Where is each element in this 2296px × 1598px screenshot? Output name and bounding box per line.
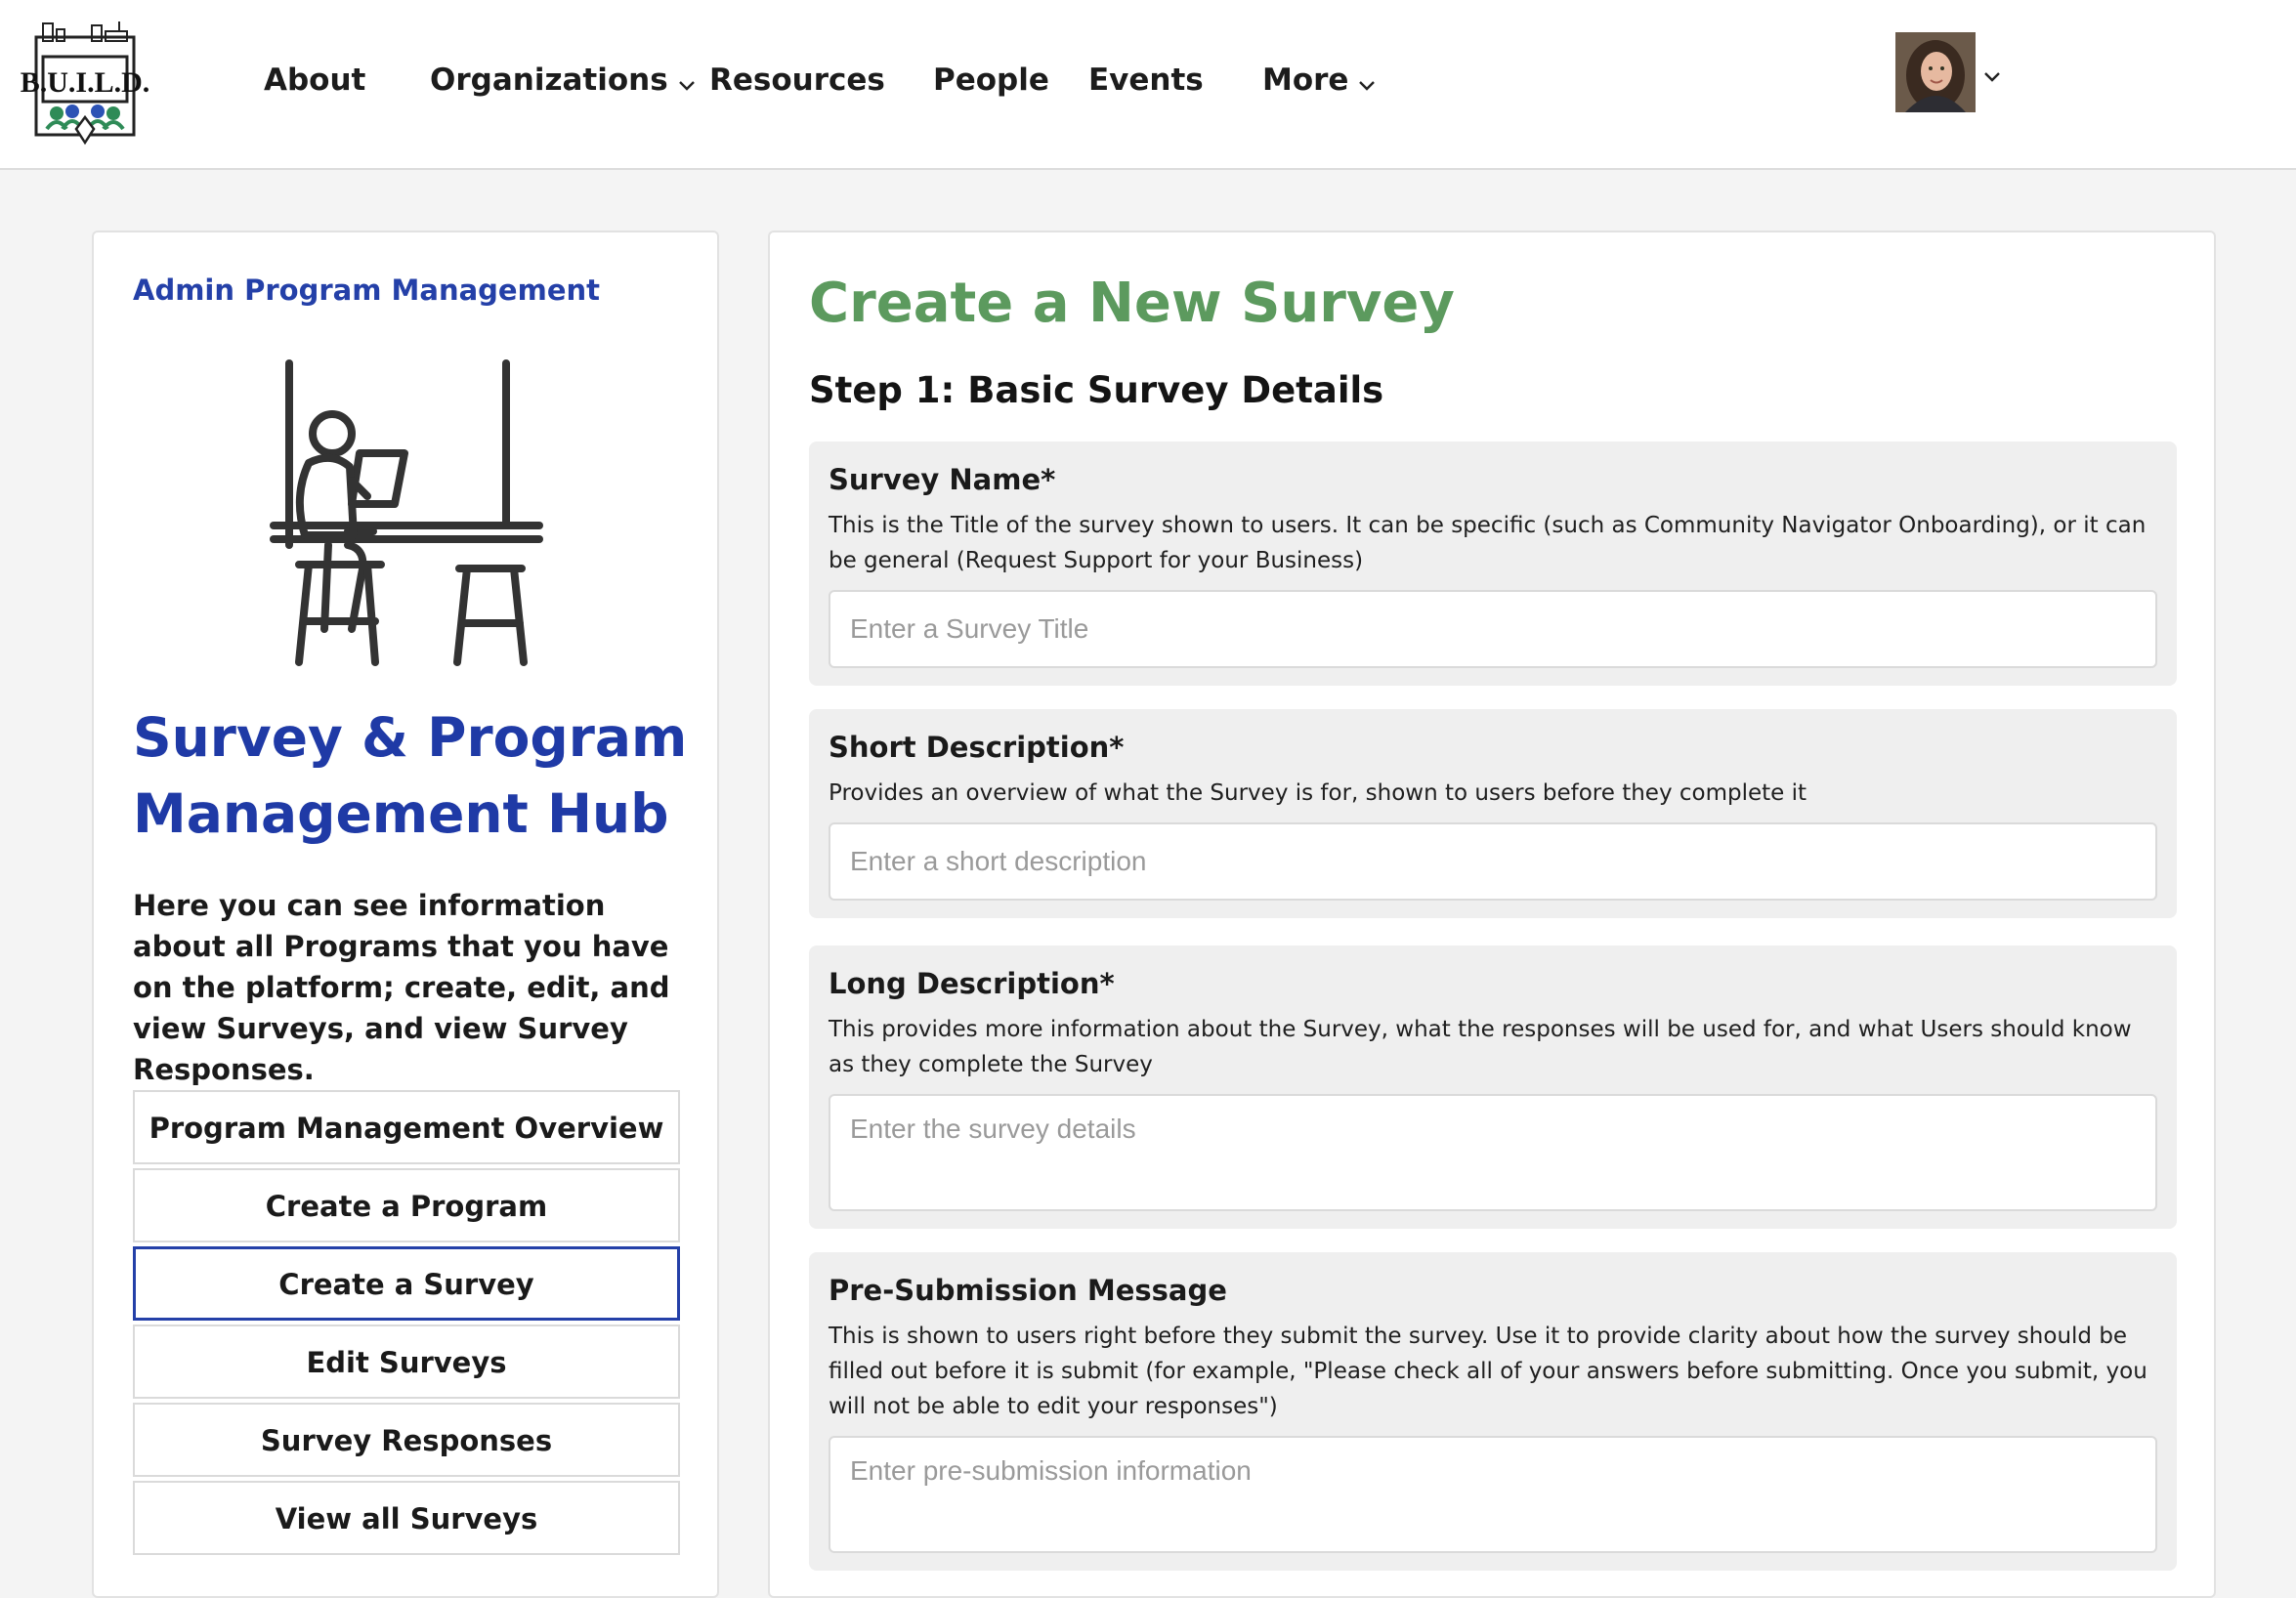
sidebar-item-edit-surveys[interactable]: Edit Surveys (133, 1325, 680, 1399)
admin-program-management-link[interactable]: Admin Program Management (133, 273, 600, 307)
nav-more[interactable]: More (1262, 53, 1376, 107)
nav-events[interactable]: Events (1088, 63, 1204, 98)
sidebar-item-view-all-surveys[interactable]: View all Surveys (133, 1481, 680, 1555)
short-description-input[interactable] (829, 822, 2157, 901)
hub-description: Here you can see information about all Programs that you have on the platform; create, edit, and view Surveys, and view Survey Responses. (133, 889, 670, 1086)
pre-submission-card (809, 1252, 2177, 1571)
survey-name-card (809, 442, 2177, 686)
hub-title: Survey & Program Management Hub (133, 706, 688, 845)
account-menu-chevron-icon[interactable] (1983, 68, 2001, 87)
step-title: Step 1: Basic Survey Details (809, 369, 1384, 411)
build-logo[interactable] (20, 20, 150, 145)
sidebar-item-survey-responses[interactable]: Survey Responses (133, 1403, 680, 1477)
page-title: Create a New Survey (809, 272, 1455, 335)
nav-resources[interactable]: Resources (709, 63, 885, 98)
long-description-card (809, 946, 2177, 1229)
sidebar-item-create-survey[interactable]: Create a Survey (133, 1246, 680, 1321)
survey-name-help: This is the Title of the survey shown to users. It can be specific (such as Community Navigator Onboarding), or it can be general (Request Support for your Business) (829, 513, 2147, 573)
create-survey-form (768, 231, 2216, 1598)
long-description-textarea[interactable] (829, 1094, 2157, 1211)
nav-organizations[interactable]: Organizations (430, 53, 696, 107)
sidebar-item-program-management-overview[interactable]: Program Management Overview (133, 1090, 680, 1164)
long-description-label: Long Description* (829, 967, 1115, 1000)
chevron-down-icon (1358, 55, 1376, 109)
chevron-down-icon (678, 55, 696, 109)
sidebar-item-create-program[interactable]: Create a Program (133, 1168, 680, 1242)
short-description-label: Short Description* (829, 731, 1125, 764)
nav-people[interactable]: People (933, 63, 1049, 98)
pre-submission-textarea[interactable] (829, 1436, 2157, 1553)
sidebar-panel (92, 231, 719, 1598)
survey-name-input[interactable] (829, 590, 2157, 668)
logo-text: B.U.I.L.D. (20, 66, 150, 99)
nav-about[interactable]: About (264, 63, 366, 98)
sidebar-menu (133, 1090, 680, 1559)
survey-name-label: Survey Name* (829, 463, 1056, 496)
long-description-help: This provides more information about the Survey, what the responses will be used for, and what Users should know as they complete the Survey (829, 1017, 2132, 1077)
person-at-desk-illustration (250, 359, 563, 664)
top-navbar (0, 0, 2296, 170)
short-description-help: Provides an overview of what the Survey is for, shown to users before they complete it (829, 780, 1807, 806)
user-avatar[interactable] (1895, 32, 1976, 112)
pre-submission-help: This is shown to users right before they submit the survey. Use it to provide clarity about how the survey should be filled out before it is submit (for example, "Please check all of your answers before submitting. Once you submit, you will not be able to edit your responses") (829, 1324, 2147, 1419)
short-description-card (809, 709, 2177, 918)
pre-submission-label: Pre-Submission Message (829, 1274, 1227, 1307)
